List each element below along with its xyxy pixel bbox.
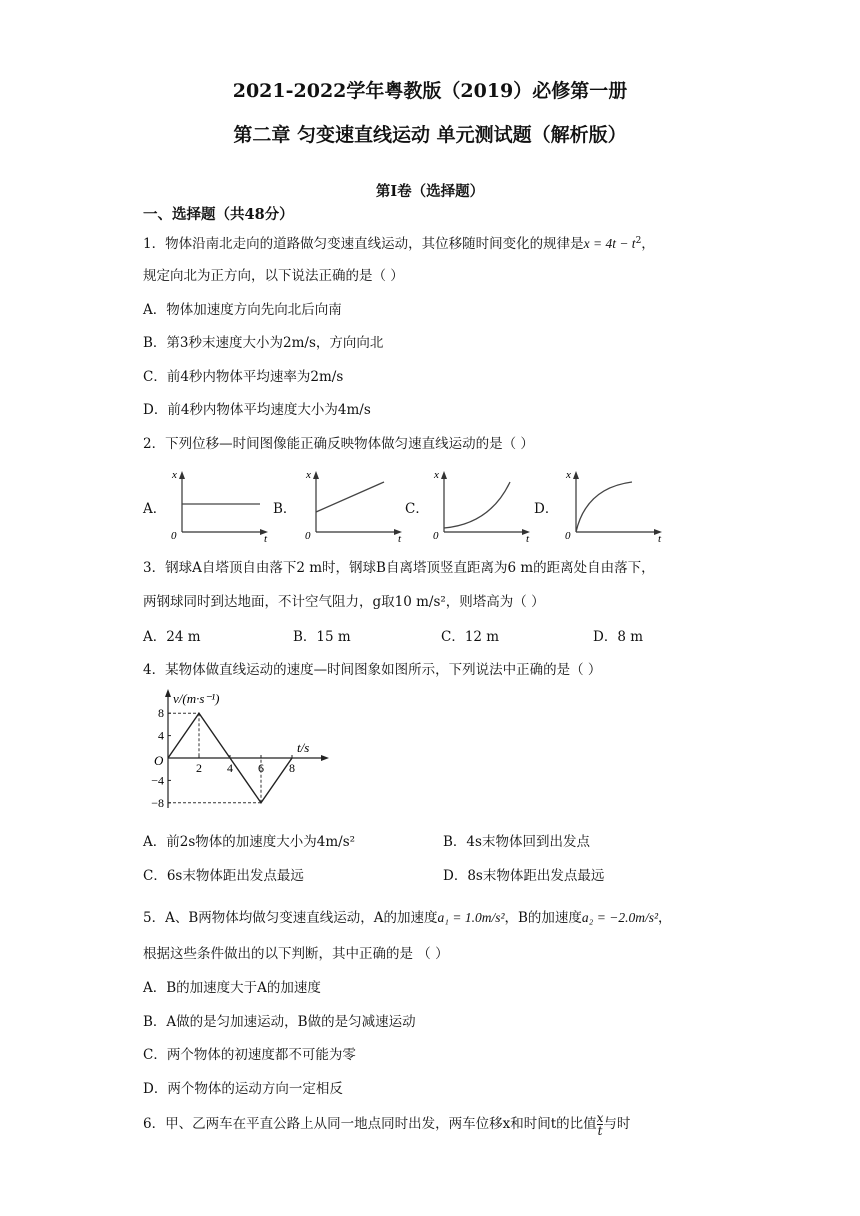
chart-xtick-label: 4 [227,761,233,775]
q5-option-a[interactable]: A．B的加速度大于A的加速度 [143,980,321,996]
q5-option-d[interactable]: D．两个物体的运动方向一定相反 [143,1081,343,1097]
q4-stem: 4．某物体做直线运动的速度—时间图象如图所示，下列说法中正确的是（ ） [143,662,602,678]
chart-ytick-label: −4 [151,773,164,788]
q2-option-c-label[interactable]: C． [405,501,429,517]
svg-text:0: 0 [171,530,177,542]
q2-graph-c [430,466,540,542]
q4-option-c[interactable]: C．6s末物体距出发点最远 [143,868,304,884]
q2-option-a-label[interactable]: A． [143,501,167,517]
q2-graph-b [302,466,412,542]
svg-text:x: x [434,469,439,481]
q3-option-a[interactable]: A．24 m [143,629,201,645]
q4-velocity-time-chart [140,686,340,816]
chart-x-arrow [321,755,329,761]
document-title-line1: 2021-2022学年粤教版（2019）必修第一册 [232,80,628,102]
q3-option-d[interactable]: D．8 m [593,629,644,645]
chart-xtick-label: 8 [289,761,295,775]
chart-xlabel: t/s [297,740,310,755]
q2-graph-d [562,466,672,542]
chart-y-arrow [165,689,171,697]
q1-option-b[interactable]: B．第3秒末速度大小为2m/s，方向向北 [143,335,384,351]
q5-stem-line1: 5．A、B两物体均做匀变速直线运动，A的加速度a₁ = 1.0m/s²，B的加速度a₂ = −2.0m/s²， [143,910,672,926]
svg-text:t: t [264,533,268,542]
q6-fraction: $\frac{x}{t}$ [596,1111,604,1138]
chart-xtick-label: 2 [196,761,202,775]
chart-ytick-label: −8 [151,795,164,810]
chart-ytick-label: 4 [158,728,164,743]
q1-formula: x = 4t − t [583,236,636,251]
q6-stem-line1: 6．甲、乙两车在平直公路上从同一地点同时出发，两车位移x和时间t的比值 $\frac{x}{t}$ 与时 [143,1111,631,1138]
svg-text:x: x [566,469,571,481]
svg-text:t: t [526,533,530,542]
q4-option-d[interactable]: D．8s末物体距出发点最远 [443,868,605,884]
q1-stem-line2: 规定向北为正方向，以下说法正确的是（ ） [143,268,404,284]
chart-xtick-label: 6 [258,761,264,775]
svg-text:t: t [658,533,662,542]
svg-text:t: t [398,533,402,542]
q1-option-c[interactable]: C．前4秒内物体平均速率为2m/s [143,369,344,385]
q5-a2: a₂ = −2.0m/s² [581,910,659,925]
svg-text:0: 0 [305,530,311,542]
q5-stem-line2: 根据这些条件做出的以下判断，其中正确的是 （ ） [143,946,449,962]
q2-stem: 2．下列位移—时间图像能正确反映物体做匀速直线运动的是（ ） [143,436,534,452]
q2-graph-a [168,466,278,542]
q5-option-c[interactable]: C．两个物体的初速度都不可能为零 [143,1047,356,1063]
chart-origin: O [154,753,164,768]
q1-stem-line1: 1．物体沿南北走向的道路做匀变速直线运动，其位移随时间变化的规律是$x = 4t - t^2$， [143,236,655,252]
q1-option-d[interactable]: D．前4秒内物体平均速度大小为4m/s [143,402,371,418]
q2-option-d-label[interactable]: D． [534,501,559,517]
q1-option-a[interactable]: A．物体加速度方向先向北后向南 [143,302,342,318]
q5-a1: a₁ = 1.0m/s² [437,910,505,925]
q5-option-b[interactable]: B．A做的是匀加速运动，B做的是匀减速运动 [143,1014,416,1030]
svg-text:0: 0 [565,530,571,542]
document-title-line2: 第二章 匀变速直线运动 单元测试题（解析版） [233,124,627,146]
volume-heading: 第Ⅰ卷（选择题） [375,183,485,200]
q2-option-b-label[interactable]: B． [273,501,297,517]
q3-option-b[interactable]: B．15 m [293,629,351,645]
chart-ylabel: v/(m·s⁻¹) [173,691,220,706]
svg-text:x: x [172,469,177,481]
q3-stem-line2: 两钢球同时到达地面，不计空气阻力，g取10 m/s²，则塔高为（ ） [143,594,545,610]
q4-option-b[interactable]: B．4s末物体回到出发点 [443,834,590,850]
q3-option-c[interactable]: C．12 m [441,629,500,645]
svg-text:x: x [306,469,311,481]
q3-stem-line1: 3．钢球A自塔顶自由落下2 m时，钢球B自离塔顶竖直距离为6 m的距离处自由落下， [143,560,655,576]
svg-text:0: 0 [433,530,439,542]
section-heading: 一、选择题（共48分） [143,206,294,223]
q4-option-a[interactable]: A．前2s物体的加速度大小为4m/s² [143,834,356,850]
chart-ytick-label: 8 [158,706,164,721]
